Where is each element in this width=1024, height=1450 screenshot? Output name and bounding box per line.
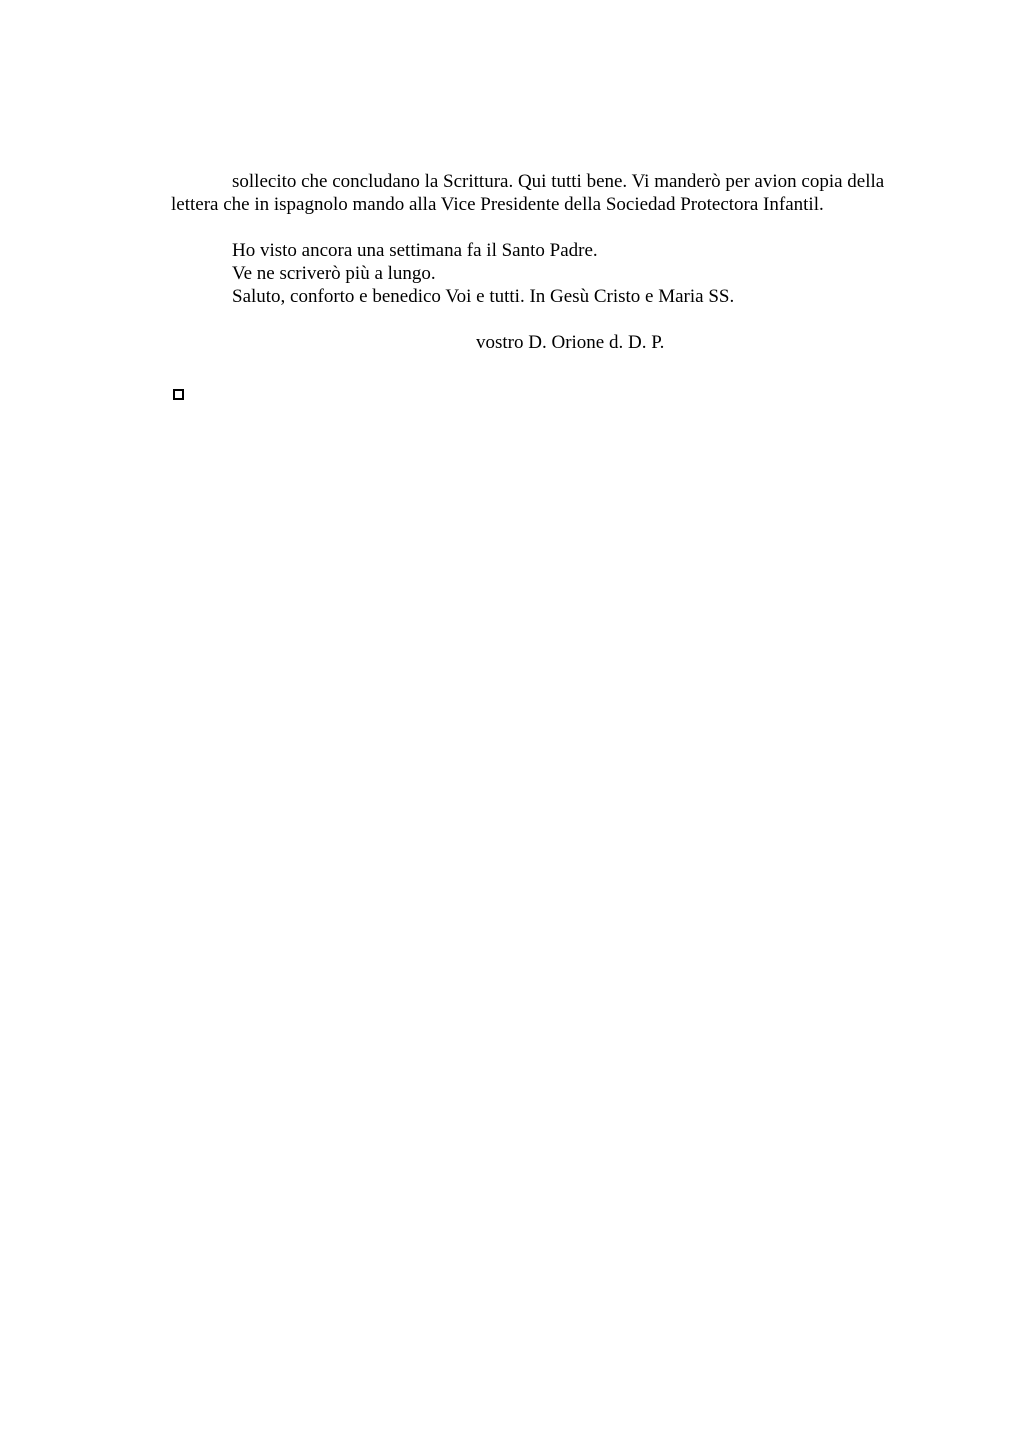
- letter-body: [171, 170, 911, 354]
- letter-paragraph: sollecito che concludano la Scrittura. Qui tutti bene. Vi manderò per avion copia della lettera che in ispagnolo mando alla Vice Presidente della Sociedad Protectora Infantil.: [171, 171, 885, 215]
- letter-signature: vostro D. Orione d. D. P.: [476, 332, 665, 353]
- letter-line-scrivero: Ve ne scriverò più a lungo.: [232, 263, 436, 284]
- square-outline-icon: [173, 389, 184, 400]
- paragraph-gap: [171, 216, 911, 239]
- signature-gap: [171, 308, 911, 331]
- letter-line-santo-padre: Ho visto ancora una settimana fa il Santo Padre.: [232, 240, 598, 261]
- letter-line-saluto: Saluto, conforto e benedico Voi e tutti. In Gesù Cristo e Maria SS.: [232, 286, 735, 307]
